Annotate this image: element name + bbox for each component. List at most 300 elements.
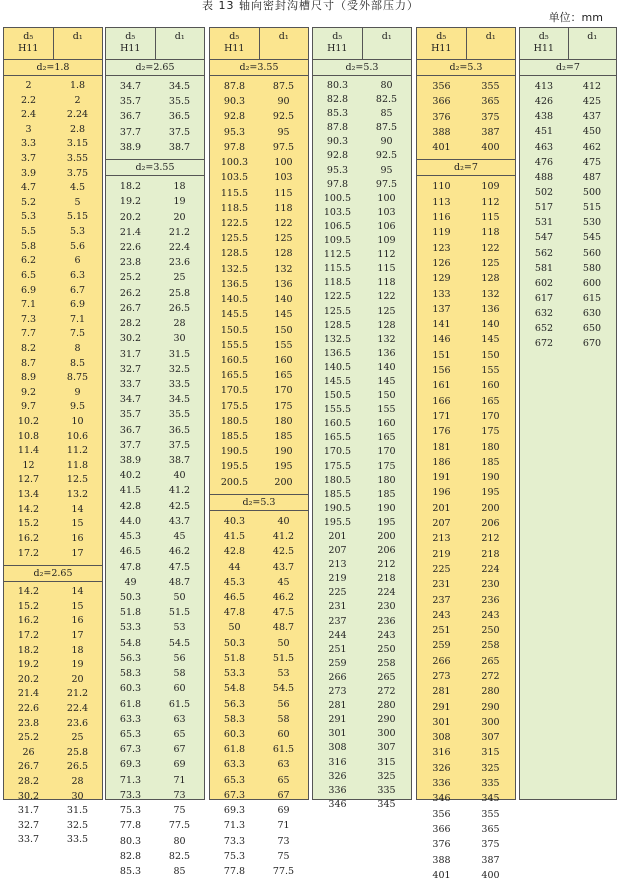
cell-d1: 11.8: [66, 459, 89, 471]
table-row: [210, 560, 308, 575]
cell-d1: 19: [71, 659, 84, 671]
cell-d5: 36.7: [119, 111, 142, 123]
cell-d1: 115: [481, 212, 500, 224]
cell-d1: 122: [377, 291, 396, 303]
cell-d5: 137: [432, 303, 451, 315]
cell-d5: 41.5: [223, 531, 246, 543]
cell-d1: 87.5: [272, 81, 295, 92]
cell-d1: 175: [481, 426, 500, 438]
table-row: [4, 371, 102, 386]
table-row: [106, 620, 204, 635]
table-row: [520, 336, 616, 351]
cell-d1: 73: [173, 789, 186, 801]
cell-d1: 8.5: [69, 357, 86, 369]
table-row: [4, 790, 102, 805]
table-row: [210, 277, 308, 292]
cell-d1: 190: [377, 502, 396, 514]
cell-d1: 122: [481, 242, 500, 254]
cell-d5: 562: [534, 247, 554, 259]
cell-d1: 300: [481, 716, 500, 728]
section-rows: [417, 76, 515, 155]
cell-d1: 35.5: [168, 409, 191, 421]
cell-d1: 100: [377, 192, 396, 204]
cell-d1: 600: [582, 277, 602, 289]
header-d1: d₁: [174, 31, 185, 42]
cell-d1: 250: [481, 625, 500, 637]
cell-d5: 35.7: [119, 96, 142, 108]
cell-d1: 69: [173, 759, 186, 771]
cell-d1: 325: [377, 770, 396, 782]
table-panel: [519, 27, 617, 800]
header-d1: d₁: [72, 31, 83, 42]
table-row: [4, 400, 102, 415]
cell-d5: 28.2: [119, 318, 142, 330]
cell-d1: 218: [377, 573, 396, 585]
cell-d5: 186: [432, 456, 451, 468]
table-row: [210, 368, 308, 383]
table-row: [313, 586, 411, 600]
cell-d5: 118.5: [220, 202, 249, 214]
table-row: [4, 284, 102, 299]
cell-d5: 60.3: [223, 728, 246, 740]
table-row: [4, 731, 102, 746]
cell-d1: 315: [377, 756, 396, 768]
cell-d5: 213: [432, 533, 451, 545]
table-row: [417, 853, 515, 868]
cell-d5: 281: [328, 700, 347, 712]
cell-d5: 31.7: [119, 348, 142, 360]
header-d5-tolerance: H11: [120, 43, 141, 54]
cell-d5: 40.2: [119, 470, 142, 482]
cell-d1: 45: [173, 531, 186, 543]
cell-d1: 2.24: [66, 109, 89, 121]
table-row: [4, 585, 102, 600]
table-row: [4, 327, 102, 342]
table-row: [520, 170, 616, 185]
table-row: [210, 262, 308, 277]
cell-d1: 97.5: [375, 178, 398, 190]
cell-d1: 335: [377, 784, 396, 796]
cell-d5: 180.5: [323, 474, 352, 486]
cell-d1: 6.3: [69, 269, 86, 281]
table-row: [106, 666, 204, 681]
cell-d1: 46.2: [168, 546, 191, 558]
cell-d1: 54.5: [168, 637, 191, 649]
cell-d5: 145.5: [323, 375, 352, 387]
table-row: [417, 455, 515, 470]
cell-d5: 90.3: [326, 136, 349, 148]
table-row: [520, 140, 616, 155]
table-row: [210, 429, 308, 444]
cell-d1: 125: [481, 257, 500, 269]
header-d5: [106, 28, 156, 59]
cell-d5: 80.3: [119, 835, 142, 847]
cell-d1: 36.5: [168, 111, 191, 123]
table-row: [313, 756, 411, 770]
cell-d5: 8.2: [20, 342, 37, 354]
cell-d5: 38.9: [119, 455, 142, 467]
cell-d1: 6.9: [69, 299, 86, 311]
cell-d5: 231: [432, 579, 451, 591]
cell-d5: 31.7: [17, 805, 40, 817]
cell-d1: 355: [481, 81, 500, 92]
table-row: [4, 658, 102, 673]
cell-d1: 145: [274, 309, 293, 321]
cell-d5: 17.2: [17, 629, 40, 641]
table-row: [210, 292, 308, 307]
table-row: [417, 868, 515, 883]
table-row: [313, 699, 411, 713]
cell-d1: 140: [481, 319, 500, 331]
table-row: [313, 741, 411, 755]
table-row: [210, 666, 308, 681]
table-row: [106, 392, 204, 407]
cell-d1: 15: [71, 518, 84, 530]
cell-d1: 3.15: [66, 138, 89, 150]
cell-d5: 110: [432, 181, 451, 193]
cell-d5: 476: [534, 156, 554, 168]
table-row: [313, 600, 411, 614]
cell-d5: 190.5: [323, 502, 352, 514]
header-d5-tolerance: H11: [431, 43, 452, 54]
cell-d5: 22.6: [119, 241, 142, 253]
table-row: [210, 246, 308, 261]
table-row: [520, 155, 616, 170]
table-panel: [3, 27, 103, 846]
cell-d5: 32.7: [119, 363, 142, 375]
table-row: [210, 712, 308, 727]
cell-d5: 336: [328, 784, 347, 796]
table-row: [313, 262, 411, 276]
header-d1: d₁: [485, 31, 496, 42]
table-row: [106, 423, 204, 438]
table-row: [210, 459, 308, 474]
cell-d5: 116: [432, 212, 451, 224]
cell-d1: 45: [277, 576, 290, 588]
cell-d5: 18.2: [17, 644, 40, 656]
section-label: d₂=5.3: [417, 60, 515, 76]
table-row: [4, 342, 102, 357]
cell-d1: 355: [481, 808, 500, 820]
cell-d5: 2.2: [20, 94, 37, 106]
table-row: [313, 248, 411, 262]
cell-d5: 63.3: [119, 713, 142, 725]
cell-d5: 175.5: [220, 400, 249, 412]
cell-d5: 30.2: [119, 333, 142, 345]
cell-d1: 95: [380, 164, 393, 176]
table-row: [4, 123, 102, 138]
table-row: [210, 636, 308, 651]
table-row: [313, 474, 411, 488]
cell-d5: 13.4: [17, 489, 40, 501]
section-rows: [106, 76, 204, 155]
cell-d1: 63: [277, 759, 290, 771]
cell-d1: 23.6: [168, 257, 191, 269]
cell-d5: 413: [534, 81, 554, 92]
cell-d1: 4.5: [69, 182, 86, 194]
cell-d5: 126: [432, 257, 451, 269]
table-row: [106, 301, 204, 316]
cell-d5: 65.3: [223, 774, 246, 786]
cell-d1: 307: [377, 742, 396, 754]
table-row: [4, 298, 102, 313]
cell-d1: 40: [173, 470, 186, 482]
cell-d1: 185: [377, 488, 396, 500]
table-row: [520, 79, 616, 94]
table-row: [417, 501, 515, 516]
table-row: [417, 654, 515, 669]
cell-d1: 18: [173, 181, 186, 193]
table-row: [313, 135, 411, 149]
table-row: [313, 178, 411, 192]
table-row: [106, 140, 204, 155]
cell-d1: 475: [582, 156, 602, 168]
cell-d5: 128.5: [220, 248, 249, 260]
table-row: [417, 684, 515, 699]
column-header: [106, 28, 204, 60]
cell-d1: 25: [173, 272, 186, 284]
table-row: [210, 399, 308, 414]
table-row: [313, 460, 411, 474]
cell-d1: 50: [277, 637, 290, 649]
cell-d5: 20.2: [119, 211, 142, 223]
cell-d1: 9.5: [69, 401, 86, 413]
cell-d5: 243: [432, 609, 451, 621]
table-row: [417, 638, 515, 653]
cell-d5: 32.7: [17, 819, 40, 831]
table-row: [106, 286, 204, 301]
cell-d5: 82.8: [326, 94, 349, 106]
cell-d1: 48.7: [168, 576, 191, 588]
table-row: [417, 516, 515, 531]
table-row: [210, 651, 308, 666]
cell-d5: 37.7: [119, 126, 142, 138]
cell-d1: 50: [173, 592, 186, 603]
cell-d1: 365: [481, 96, 500, 108]
table-row: [417, 577, 515, 592]
table-row: [4, 313, 102, 328]
cell-d5: 115.5: [220, 187, 249, 199]
cell-d1: 6.7: [69, 284, 86, 296]
cell-d1: 487: [582, 171, 602, 183]
cell-d1: 34.5: [168, 81, 191, 92]
cell-d5: 123: [432, 242, 451, 254]
cell-d1: 6: [74, 255, 81, 267]
cell-d1: 25.8: [168, 287, 191, 299]
column-header: [520, 28, 616, 60]
cell-d1: 122: [274, 217, 293, 229]
cell-d5: 3.3: [20, 138, 37, 150]
table-row: [210, 742, 308, 757]
cell-d5: 40.3: [223, 515, 246, 527]
cell-d1: 47.5: [272, 607, 295, 619]
header-d5-label: d₅: [436, 31, 447, 42]
cell-d5: 54.8: [223, 683, 246, 695]
cell-d1: 30: [71, 790, 84, 802]
table-row: [210, 216, 308, 231]
table-row: [417, 745, 515, 760]
cell-d5: 42.8: [119, 500, 142, 512]
cell-d5: 92.8: [326, 150, 349, 162]
table-row: [210, 529, 308, 544]
cell-d1: 43.7: [168, 515, 191, 527]
cell-d5: 19.2: [119, 196, 142, 208]
cell-d5: 77.8: [223, 865, 246, 877]
table-row: [313, 558, 411, 572]
cell-d1: 155: [481, 365, 500, 377]
cell-d5: 12.7: [17, 474, 40, 486]
cell-d5: 8.7: [20, 357, 37, 369]
table-row: [313, 727, 411, 741]
table-row: [417, 394, 515, 409]
cell-d1: 218: [481, 548, 500, 560]
table-row: [313, 544, 411, 558]
table-row: [106, 316, 204, 331]
cell-d5: 652: [534, 323, 554, 335]
cell-d5: 266: [432, 655, 451, 667]
table-row: [4, 152, 102, 167]
section-rows: [313, 76, 411, 812]
table-row: [4, 517, 102, 532]
cell-d5: 109.5: [323, 235, 352, 247]
header-d5: [210, 28, 260, 59]
cell-d1: 185: [274, 431, 293, 443]
cell-d1: 560: [582, 247, 602, 259]
cell-d5: 33.7: [119, 378, 142, 390]
cell-d1: 180: [377, 474, 396, 486]
cell-d5: 60.3: [119, 683, 142, 695]
cell-d5: 56.3: [119, 652, 142, 664]
cell-d5: 5.8: [20, 240, 37, 252]
table-row: [4, 240, 102, 255]
cell-d5: 376: [432, 839, 451, 851]
table-row: [313, 206, 411, 220]
cell-d5: 71.3: [223, 820, 246, 832]
cell-d5: 3.7: [20, 153, 37, 165]
table-row: [106, 636, 204, 651]
cell-d1: 85: [380, 108, 393, 120]
cell-d1: 2.8: [69, 123, 86, 135]
cell-d1: 272: [481, 670, 500, 682]
table-row: [210, 475, 308, 490]
cell-d1: 400: [481, 869, 500, 881]
section-label: d₂=2.65: [106, 60, 204, 76]
table-row: [417, 761, 515, 776]
cell-d5: 301: [432, 716, 451, 728]
table-row: [106, 362, 204, 377]
cell-d1: 265: [377, 671, 396, 683]
table-row: [520, 200, 616, 215]
cell-d1: 36.5: [168, 424, 191, 436]
cell-d5: 141: [432, 319, 451, 331]
cell-d1: 28: [71, 776, 84, 788]
table-row: [4, 629, 102, 644]
cell-d5: 3.9: [20, 167, 37, 179]
table-row: [417, 730, 515, 745]
cell-d5: 6.9: [20, 284, 37, 296]
table-row: [4, 600, 102, 615]
table-row: [313, 164, 411, 178]
table-row: [106, 255, 204, 270]
cell-d1: 75: [173, 805, 186, 817]
cell-d1: 462: [582, 141, 602, 153]
cell-d5: 155.5: [220, 339, 249, 351]
table-row: [4, 833, 102, 848]
header-d5-label: d₅: [538, 31, 549, 42]
section-label: d₂=3.55: [210, 60, 308, 76]
table-row: [4, 254, 102, 269]
cell-d5: 115.5: [323, 263, 352, 275]
cell-d1: 41.2: [272, 531, 295, 543]
cell-d5: 308: [432, 732, 451, 744]
cell-d1: 206: [377, 545, 396, 557]
cell-d5: 438: [534, 111, 554, 123]
cell-d5: 21.4: [119, 226, 142, 238]
table-row: [210, 803, 308, 818]
cell-d5: 63.3: [223, 759, 246, 771]
cell-d1: 20: [71, 673, 84, 685]
cell-d1: 136: [481, 303, 500, 315]
cell-d1: 515: [582, 202, 602, 214]
cell-d5: 176: [432, 426, 451, 438]
cell-d1: 53: [173, 622, 186, 634]
cell-d5: 38.9: [119, 141, 142, 153]
table-row: [210, 773, 308, 788]
cell-d1: 195: [377, 516, 396, 528]
cell-d5: 291: [328, 714, 347, 726]
cell-d5: 47.8: [119, 561, 142, 573]
table-row: [4, 746, 102, 761]
table-row: [4, 717, 102, 732]
cell-d1: 185: [481, 456, 500, 468]
cell-d1: 325: [481, 762, 500, 774]
table-row: [520, 230, 616, 245]
table-row: [210, 697, 308, 712]
table-row: [4, 386, 102, 401]
cell-d1: 5: [74, 196, 81, 208]
cell-d1: 9: [74, 386, 81, 398]
cell-d5: 87.8: [326, 122, 349, 134]
table-row: [210, 353, 308, 368]
table-row: [210, 727, 308, 742]
cell-d1: 128: [377, 319, 396, 331]
cell-d5: 56.3: [223, 698, 246, 710]
cell-d5: 165.5: [220, 370, 249, 382]
cell-d5: 346: [328, 798, 347, 810]
cell-d1: 85: [173, 865, 186, 877]
cell-d5: 69.3: [119, 759, 142, 771]
header-d5-tolerance: H11: [224, 43, 245, 54]
table-row: [313, 347, 411, 361]
table-row: [313, 305, 411, 319]
cell-d5: 2: [25, 80, 32, 91]
cell-d1: 140: [377, 361, 396, 373]
cell-d1: 200: [481, 502, 500, 514]
cell-d5: 85.3: [326, 108, 349, 120]
cell-d5: 7.1: [20, 299, 37, 311]
section-label: d₂=2.65: [4, 565, 102, 582]
table-row: [417, 608, 515, 623]
cell-d5: 33.7: [17, 834, 40, 846]
table-row: [4, 614, 102, 629]
section-label: d₂=7: [520, 60, 616, 76]
cell-d5: 82.8: [119, 850, 142, 862]
cell-d1: 290: [377, 714, 396, 726]
cell-d5: 97.8: [326, 178, 349, 190]
cell-d1: 500: [582, 186, 602, 198]
table-row: [417, 195, 515, 210]
cell-d5: 547: [534, 232, 554, 244]
